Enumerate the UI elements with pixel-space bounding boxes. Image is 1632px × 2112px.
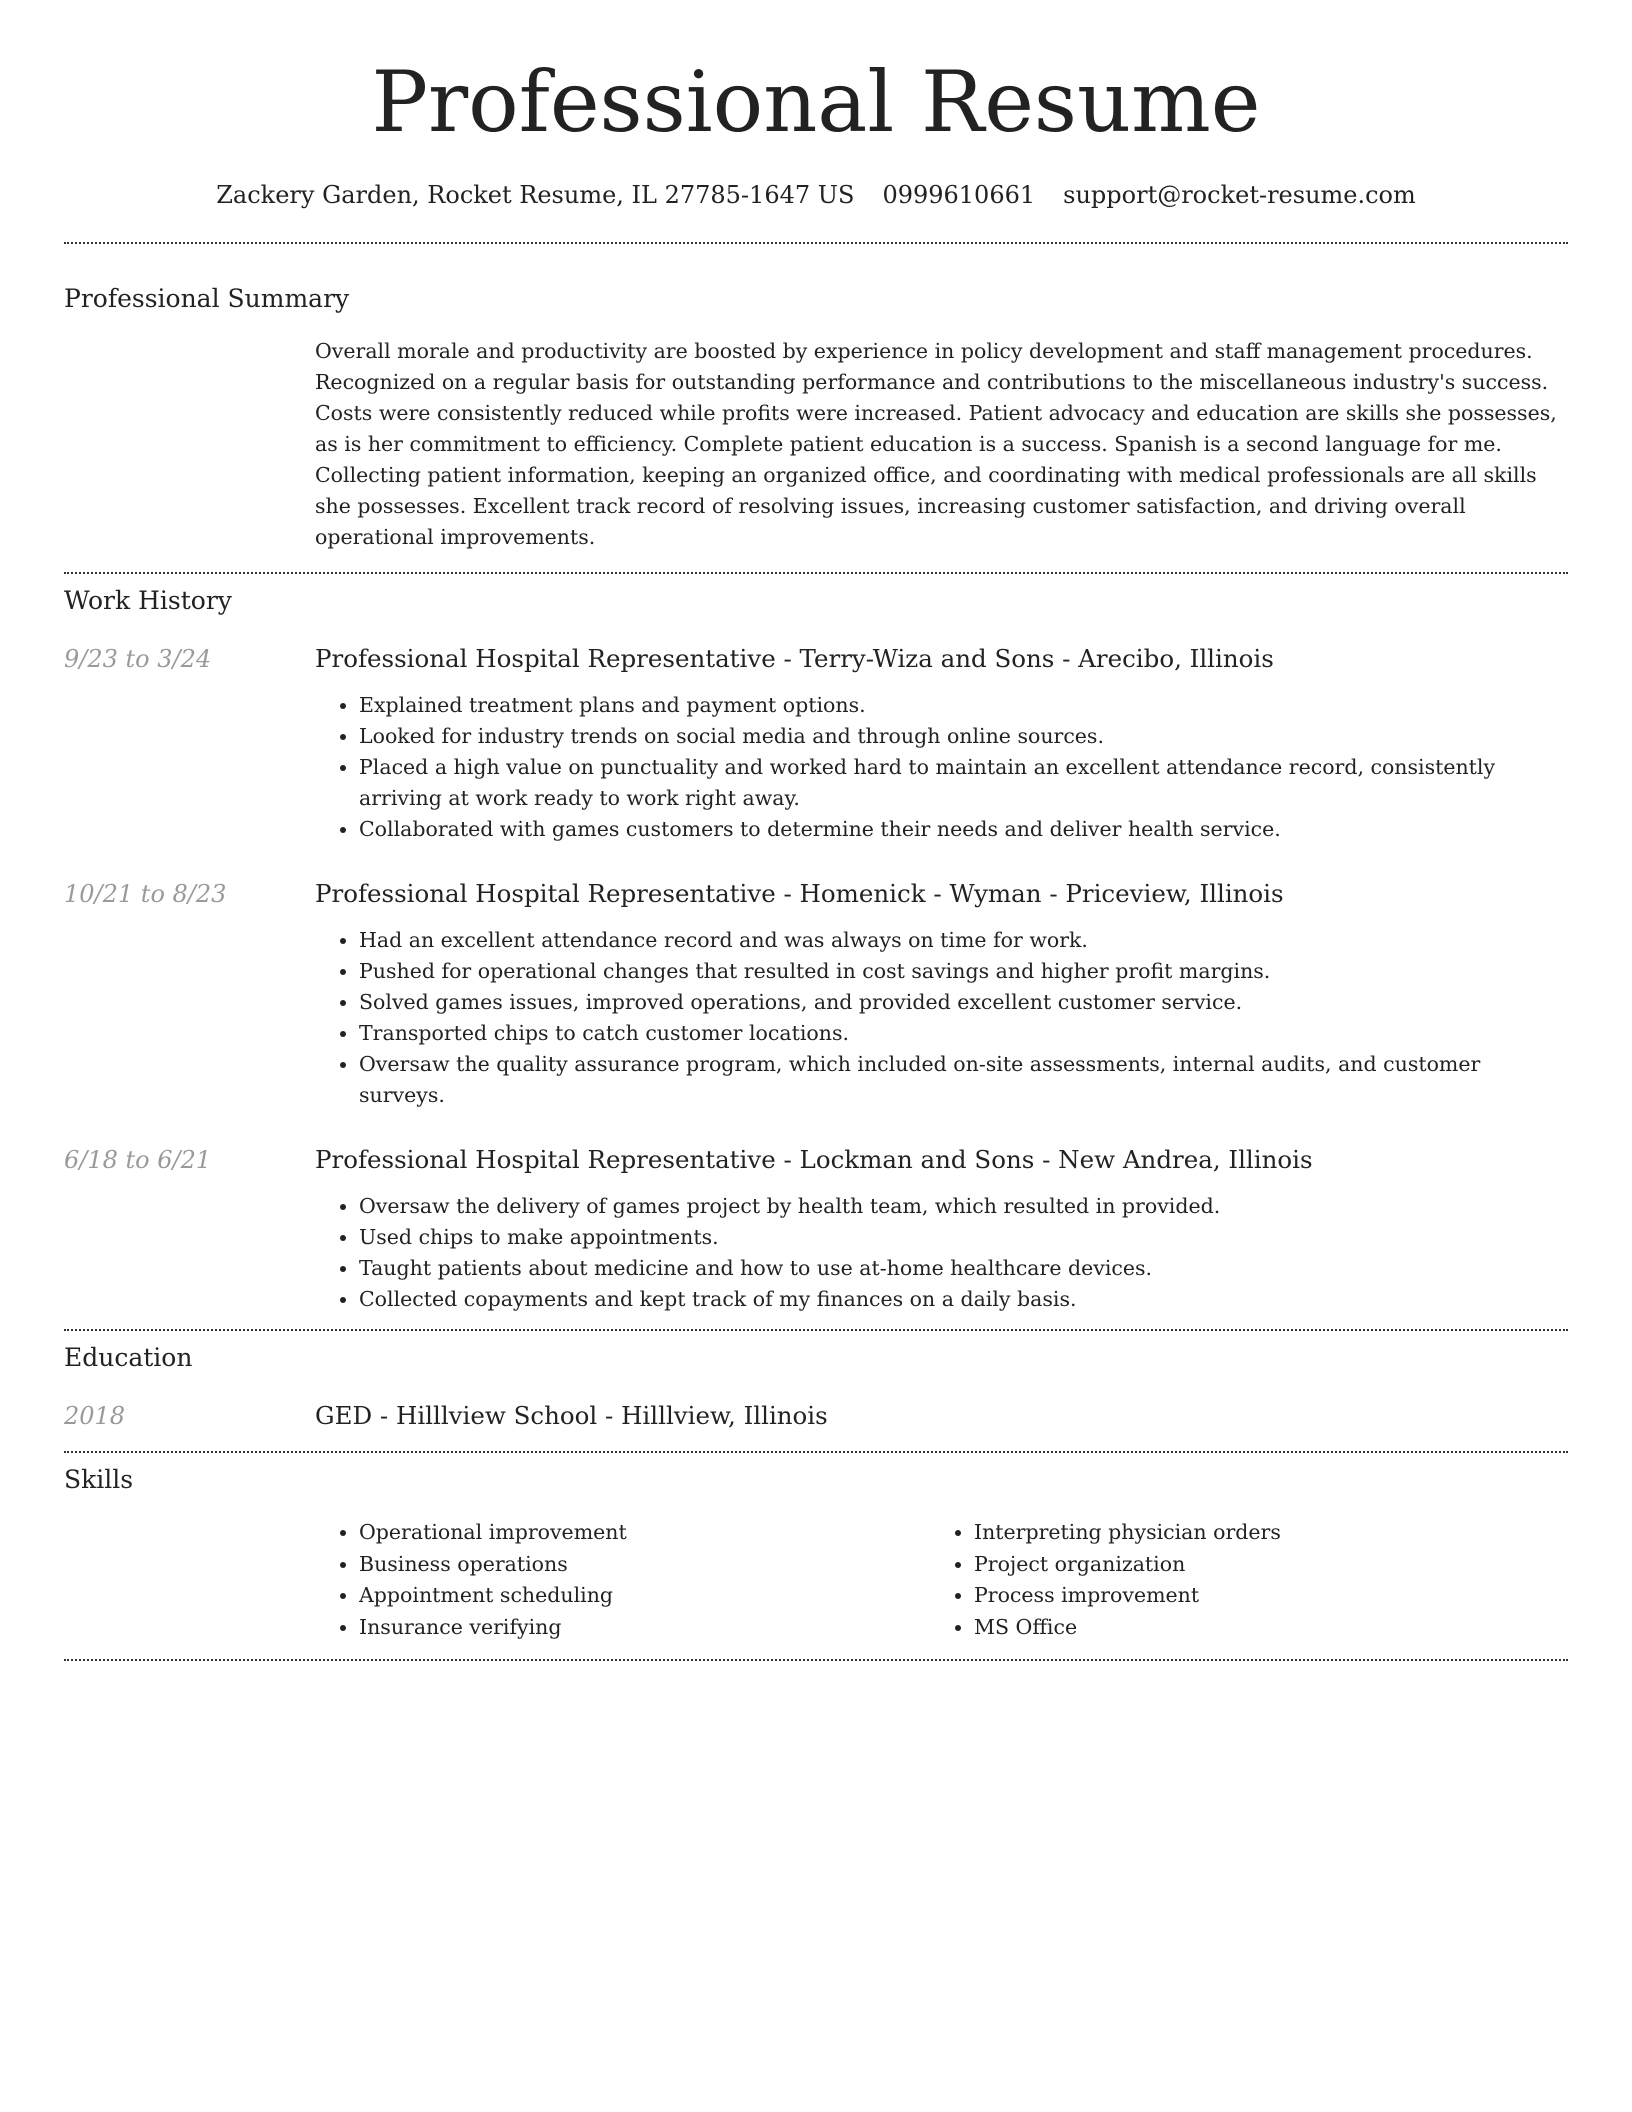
list-item: • Transported chips to catch customer locations. bbox=[359, 1018, 1568, 1049]
job-entry bbox=[64, 642, 1568, 845]
list-item: • Collected copayments and kept track of my finances on a daily basis. bbox=[359, 1284, 1568, 1315]
skill-item: • Project organization bbox=[974, 1549, 1545, 1581]
list-item: • Used chips to make appointments. bbox=[359, 1222, 1568, 1253]
list-item: • Placed a high value on punctuality and worked hard to maintain an excellent attendance record, consistently arriving at work ready to work right away. bbox=[359, 752, 1568, 814]
divider bbox=[64, 1659, 1568, 1661]
skill-item: • Appointment scheduling bbox=[359, 1580, 930, 1612]
skills-list-right bbox=[930, 1517, 1545, 1643]
skill-item: • Operational improvement bbox=[359, 1517, 930, 1549]
skill-item: • MS Office bbox=[974, 1612, 1545, 1644]
skills-list-left bbox=[315, 1517, 930, 1643]
section-heading-education: Education bbox=[64, 1343, 193, 1372]
skills-columns bbox=[315, 1517, 1568, 1643]
summary-section bbox=[64, 244, 1568, 553]
list-item: • Solved games issues, improved operations, and provided excellent customer service. bbox=[359, 987, 1568, 1018]
list-item: • Taught patients about medicine and how to use at-home healthcare devices. bbox=[359, 1253, 1568, 1284]
resume-title: Professional Resume bbox=[371, 53, 1261, 151]
education-detail: GED - Hilllview School - Hilllview, Illinois bbox=[315, 1401, 828, 1430]
skill-item: • Business operations bbox=[359, 1549, 930, 1581]
list-item: • Oversaw the delivery of games project by health team, which resulted in provided. bbox=[359, 1191, 1568, 1222]
job-dates: 9/23 to 3/24 bbox=[64, 645, 212, 673]
skill-item: • Insurance verifying bbox=[359, 1612, 930, 1644]
list-item: • Looked for industry trends on social media and through online sources. bbox=[359, 721, 1568, 752]
summary-spacer bbox=[64, 336, 315, 553]
list-item: • Explained treatment plans and payment options. bbox=[359, 690, 1568, 721]
job-bullets bbox=[315, 690, 1568, 845]
summary-text: Overall morale and productivity are boosted by experience in policy development and staff management procedures. Recognized on a regular basis for outstanding performance and contributions to the miscellaneous industry's success. Costs were consistently reduced while profits were increased. Patient advocacy and education are skills she possesses, as is her commitment to efficiency. Complete patient education is a success. Spanish is a second language for me. Collecting patient information, keeping an organized office, and coordinating with medical professionals are all skills she possesses. Excellent track record of resolving issues, increasing customer satisfaction, and driving overall operational improvements. bbox=[315, 339, 1557, 549]
contact-email: support@rocket-resume.com bbox=[1063, 181, 1416, 209]
job-dates: 10/21 to 8/23 bbox=[64, 880, 227, 908]
list-item: • Collaborated with games customers to determine their needs and deliver health service. bbox=[359, 814, 1568, 845]
section-heading-work-history: Work History bbox=[64, 586, 232, 615]
education-year: 2018 bbox=[64, 1402, 126, 1430]
work-history-section bbox=[64, 574, 1568, 1315]
education-entry bbox=[64, 1399, 1568, 1433]
job-title: Professional Hospital Representative - Terry-Wiza and Sons - Arecibo, Illinois bbox=[315, 644, 1274, 673]
skill-item: • Interpreting physician orders bbox=[974, 1517, 1545, 1549]
contact-line bbox=[64, 178, 1568, 212]
list-item: • Pushed for operational changes that resulted in cost savings and higher profit margins. bbox=[359, 956, 1568, 987]
job-bullets bbox=[315, 925, 1568, 1111]
contact-phone: 0999610661 bbox=[882, 181, 1036, 209]
section-heading-summary: Professional Summary bbox=[64, 284, 350, 313]
job-dates: 6/18 to 6/21 bbox=[64, 1146, 212, 1174]
job-entry bbox=[64, 1143, 1568, 1315]
contact-address: Zackery Garden, Rocket Resume, IL 27785-1647 US bbox=[216, 181, 855, 209]
list-item: • Had an excellent attendance record and was always on time for work. bbox=[359, 925, 1568, 956]
skills-section bbox=[64, 1453, 1568, 1643]
education-section bbox=[64, 1331, 1568, 1433]
job-entry bbox=[64, 877, 1568, 1111]
job-title: Professional Hospital Representative - Lockman and Sons - New Andrea, Illinois bbox=[315, 1145, 1313, 1174]
skills-spacer bbox=[64, 1517, 315, 1643]
section-heading-skills: Skills bbox=[64, 1465, 134, 1494]
job-title: Professional Hospital Representative - Homenick - Wyman - Priceview, Illinois bbox=[315, 879, 1284, 908]
skill-item: • Process improvement bbox=[974, 1580, 1545, 1612]
job-bullets bbox=[315, 1191, 1568, 1315]
list-item: • Oversaw the quality assurance program, which included on-site assessments, internal audits, and customer surveys. bbox=[359, 1049, 1568, 1111]
